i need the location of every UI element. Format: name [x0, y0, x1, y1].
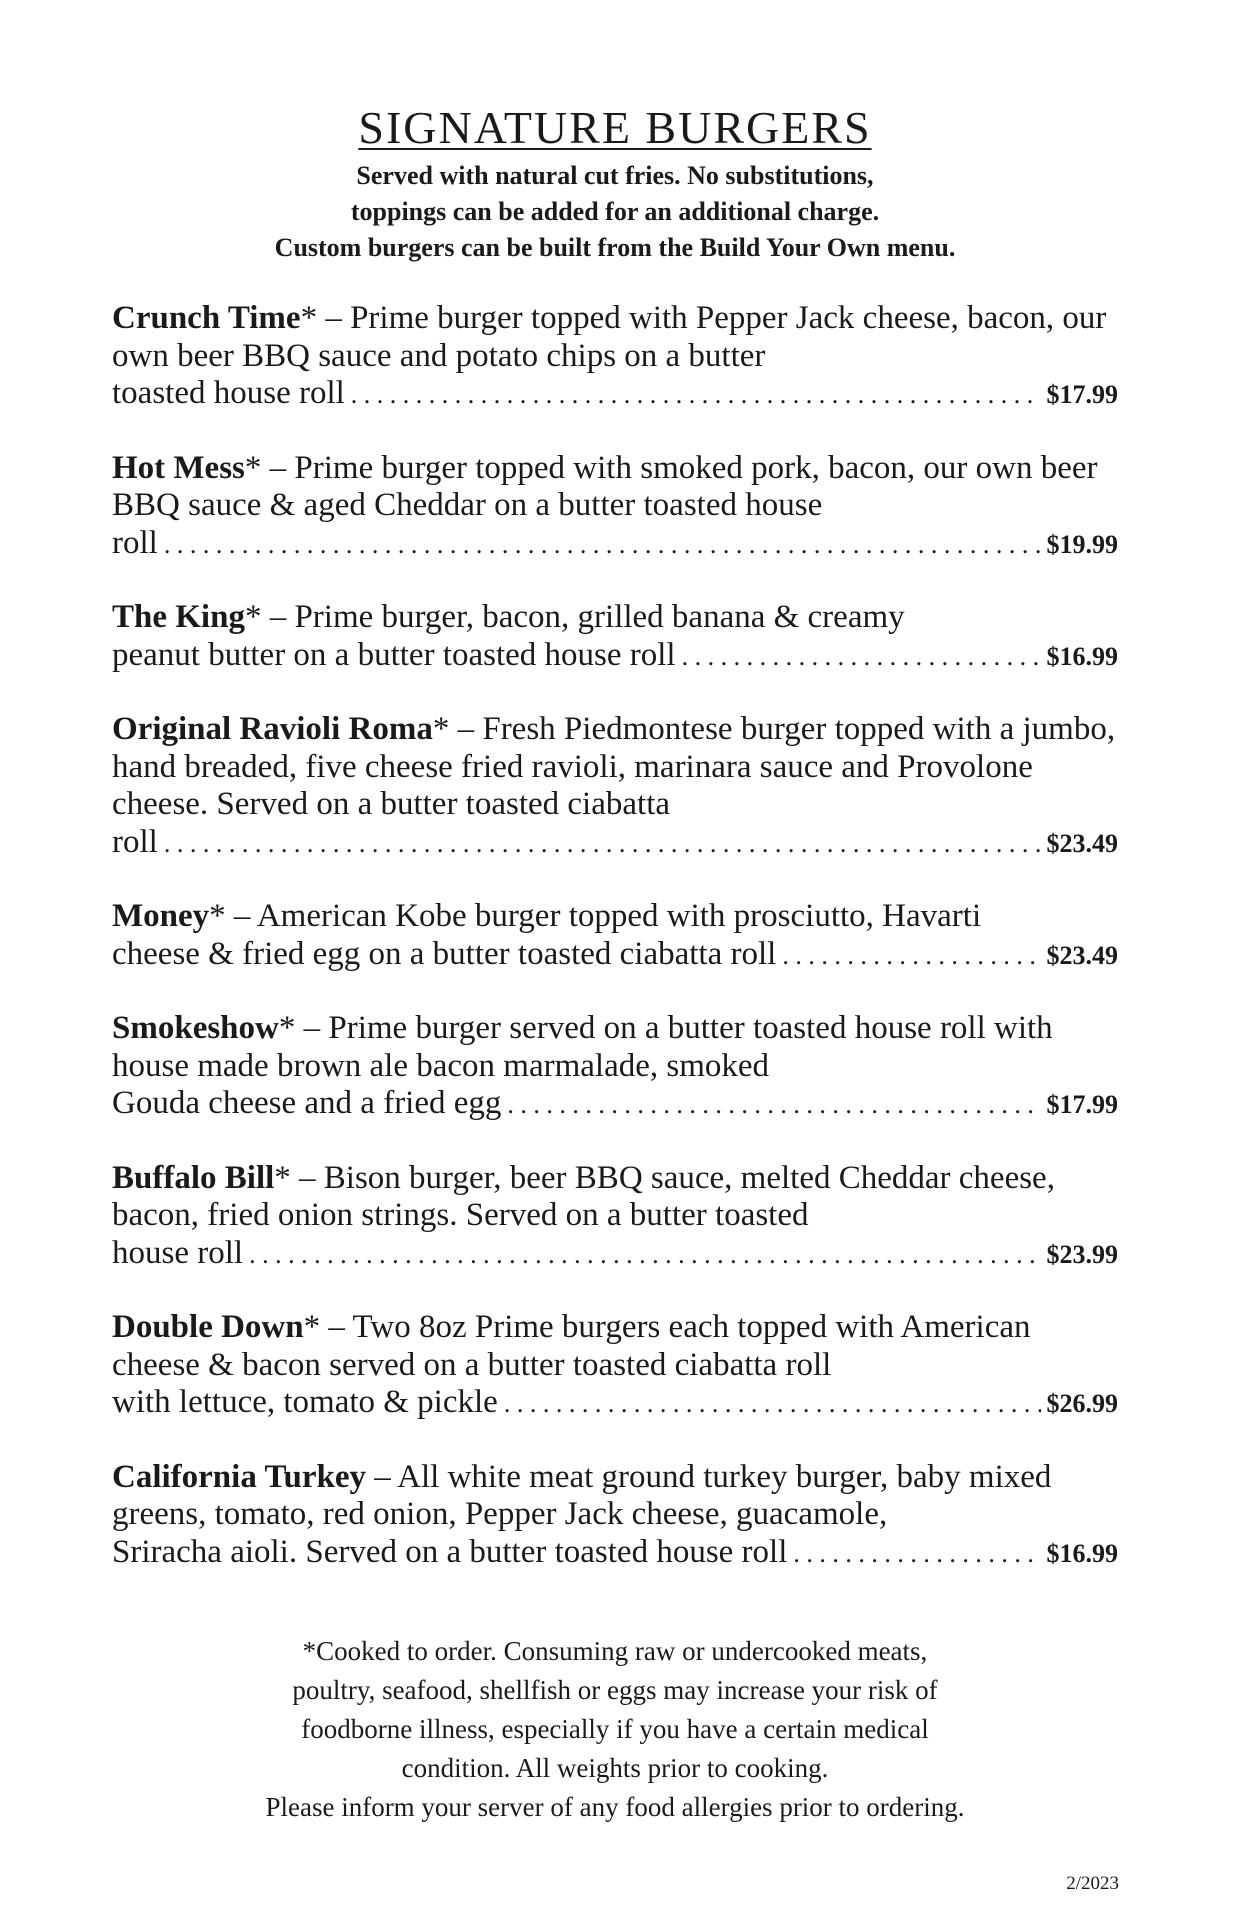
subtitle [112, 158, 1118, 266]
item-name: California Turkey [112, 1458, 366, 1495]
item-price: $19.99 [1046, 529, 1118, 559]
item-name: Crunch Time [112, 300, 301, 336]
item-description-end: Gouda cheese and a fried egg [112, 1085, 502, 1121]
dot-leader [793, 1534, 1040, 1573]
menu-page [112, 100, 1118, 1608]
item-mark: * [209, 898, 226, 934]
item-description-end: house roll [112, 1234, 244, 1271]
item-mark: * [300, 300, 318, 336]
dot-leader [164, 525, 1041, 564]
dot-leader [504, 1384, 1041, 1423]
menu-item-hot-mess [112, 450, 1118, 564]
menu-item-double-down [112, 1309, 1118, 1423]
footnote-line: Please inform your server of any food allergies prior to ordering. [265, 1792, 965, 1822]
subtitle-line: Custom burgers can be built from the Build Your Own menu. [274, 233, 956, 262]
item-price: $16.99 [1046, 641, 1118, 671]
item-price: $16.99 [1046, 1538, 1118, 1568]
item-name: The King [112, 599, 245, 635]
dot-leader [682, 637, 1041, 676]
footnote [112, 1632, 1118, 1827]
item-name: Buffalo Bill [112, 1159, 275, 1196]
subtitle-line: toppings can be added for an additional charge. [350, 197, 880, 226]
menu-item-california-turkey [112, 1459, 1118, 1573]
item-description-end: roll [112, 524, 158, 561]
item-description: – Prime burger served on a butter toasted house roll with house made brown ale bacon marmalade, smoked [112, 1010, 1053, 1084]
menu-items [112, 300, 1118, 1572]
page-title: SIGNATURE BURGERS [358, 102, 872, 153]
item-description: – Prime burger, bacon, grilled banana & creamy [261, 599, 905, 635]
revision-date: 2/2023 [1066, 1873, 1119, 1894]
footnote-line: *Cooked to order. Consuming raw or undercooked meats, [302, 1636, 928, 1666]
item-description: – American Kobe burger topped with prosciutto, Havarti [225, 898, 982, 934]
item-name: Smokeshow [112, 1010, 279, 1046]
item-mark: * [244, 449, 262, 486]
item-price: $23.49 [1046, 940, 1118, 970]
footnote-line: foodborne illness, especially if you have a certain medical [301, 1714, 929, 1744]
dot-leader [507, 1085, 1040, 1124]
dot-leader [351, 375, 1041, 414]
footnote-line: poultry, seafood, shellfish or eggs may increase your risk of [292, 1675, 938, 1705]
item-mark: * [278, 1010, 296, 1046]
item-name: Original Ravioli Roma [112, 711, 433, 747]
footnote-line: condition. All weights prior to cooking. [401, 1753, 829, 1783]
menu-item-money [112, 898, 1118, 974]
item-description-end: Sriracha aioli. Served on a butter toasted house roll [112, 1533, 788, 1570]
item-description: – All white meat ground turkey burger, baby mixed greens, tomato, red onion, Pepper Jack cheese, guacamole, [112, 1458, 1052, 1532]
item-description-end: with lettuce, tomato & pickle [112, 1384, 498, 1420]
menu-item-the-king [112, 599, 1118, 675]
dot-leader [782, 936, 1040, 975]
dot-leader [249, 1235, 1040, 1274]
item-mark: * [303, 1309, 321, 1345]
item-description-end: roll [112, 823, 158, 860]
item-name: Hot Mess [112, 449, 245, 486]
menu-item-smokeshow [112, 1010, 1118, 1124]
item-name: Double Down [112, 1309, 304, 1345]
subtitle-line: Served with natural cut fries. No substitutions, [356, 161, 874, 190]
item-description: – Bison burger, beer BBQ sauce, melted Cheddar cheese, bacon, fried onion strings. Served on a butter toasted [112, 1159, 1055, 1233]
menu-item-original-ravioli-roma [112, 711, 1118, 862]
menu-item-crunch-time [112, 300, 1118, 414]
item-mark: * [432, 711, 450, 747]
menu-item-buffalo-bill [112, 1160, 1118, 1274]
dot-leader [164, 824, 1041, 863]
item-mark: * [274, 1159, 291, 1196]
item-price: $26.99 [1046, 1389, 1118, 1418]
item-description: – Fresh Piedmontese burger topped with a jumbo, hand breaded, five cheese fried ravioli, marinara sauce and Provolone cheese. Served on a butter toasted ciabatta [112, 711, 1116, 822]
item-description-end: peanut butter on a butter toasted house roll [112, 636, 676, 673]
item-price: $23.49 [1046, 828, 1118, 858]
item-name: Money [112, 898, 210, 934]
item-price: $17.99 [1046, 380, 1118, 409]
item-description: – Prime burger topped with Pepper Jack cheese, bacon, our own beer BBQ sauce and potato chips on a butter [112, 300, 1107, 374]
item-price: $23.99 [1046, 1239, 1118, 1269]
item-price: $17.99 [1046, 1090, 1118, 1119]
item-mark: * [244, 599, 262, 635]
item-description-end: cheese & fried egg on a butter toasted ciabatta roll [112, 935, 777, 972]
item-description: – Prime burger topped with smoked pork, bacon, our own beer BBQ sauce & aged Cheddar on a butter toasted house [112, 449, 1098, 523]
item-description: – Two 8oz Prime burgers each topped with American cheese & bacon served on a butter toasted ciabatta roll [112, 1309, 1031, 1383]
item-description-end: toasted house roll [112, 375, 345, 411]
